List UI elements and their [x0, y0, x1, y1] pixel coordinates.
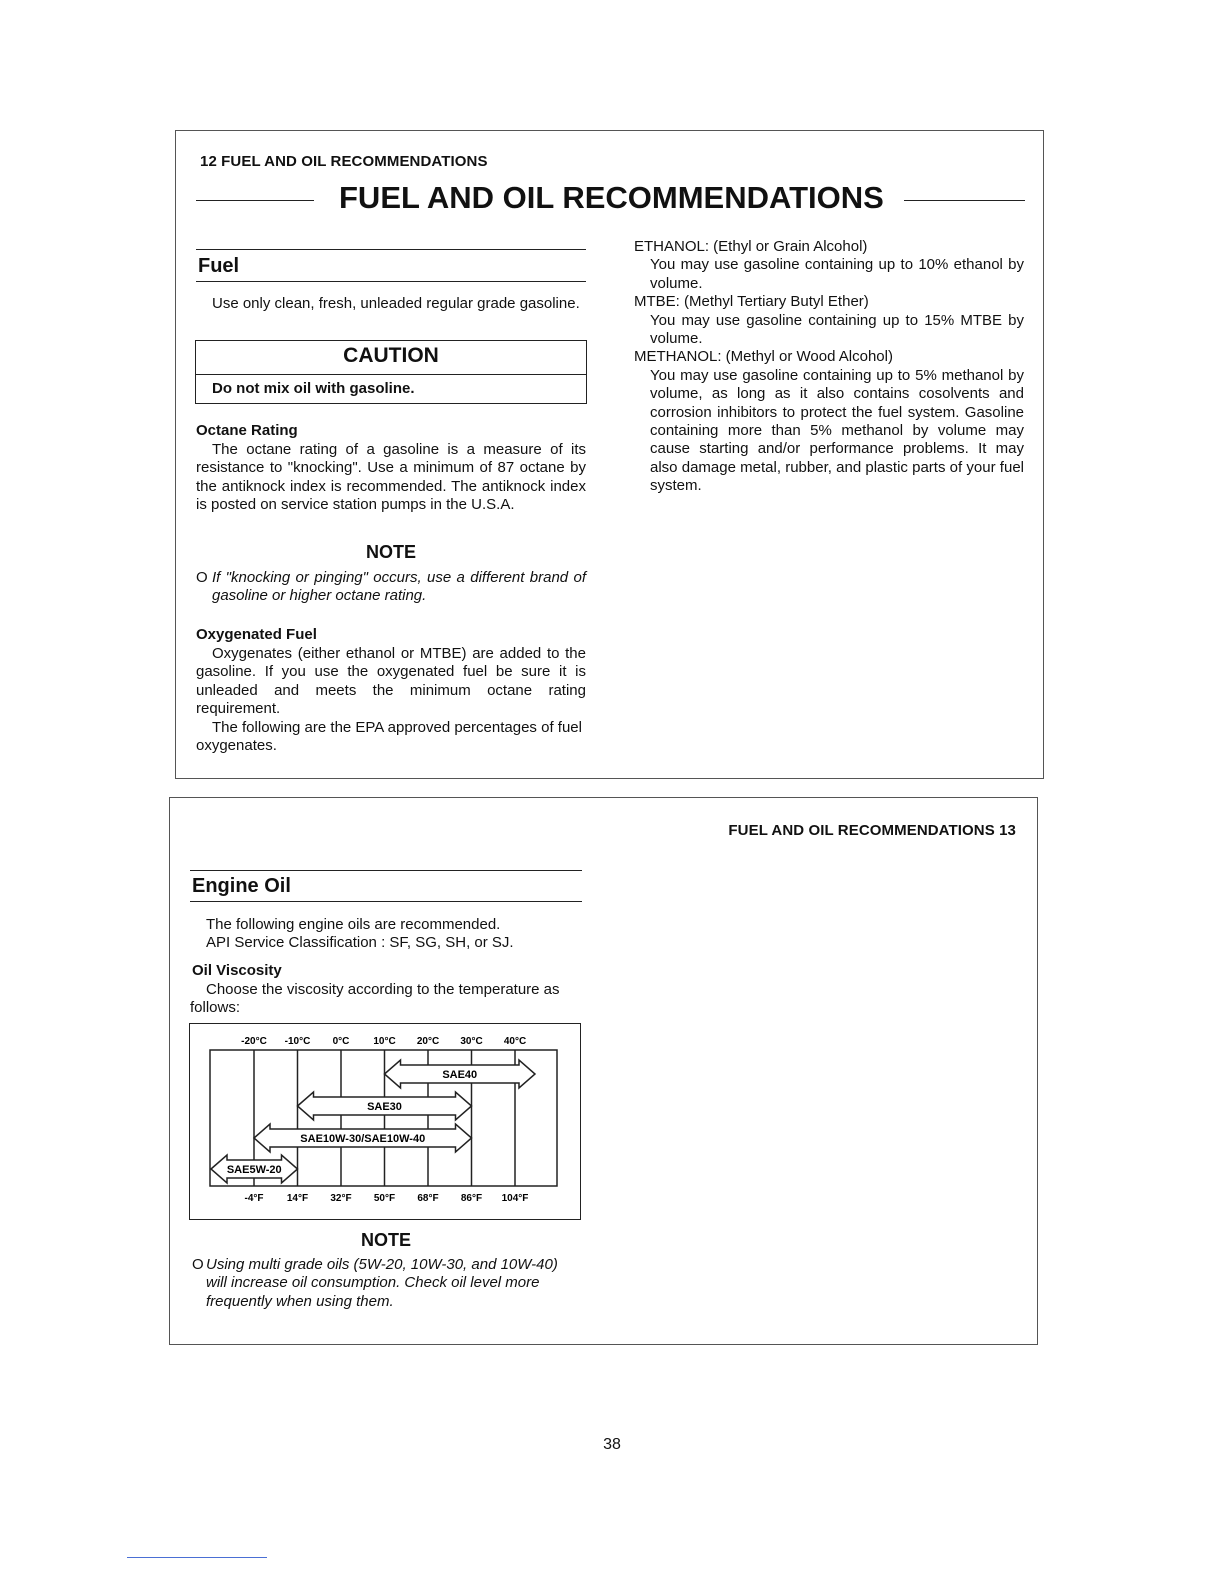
oil-note-heading: NOTE [360, 1230, 411, 1250]
title-rule-left [196, 200, 314, 201]
viscosity-heading: Oil Viscosity [192, 962, 282, 979]
title-rule-right [904, 200, 1025, 201]
caution-box [195, 340, 587, 404]
page-13-panel [169, 797, 1038, 1345]
fuel-intro: Use only clean, fresh, unleaded regular grade gasoline. [212, 295, 580, 312]
caution-divider [196, 374, 586, 375]
viscosity-bar-label: SAE5W-20 [226, 1164, 282, 1176]
fahrenheit-tick-label: 14°F [286, 1193, 309, 1204]
celsius-tick-label: 40°C [503, 1036, 527, 1047]
celsius-tick-label: 10°C [373, 1036, 396, 1047]
fuel-note-text: If "knocking or pinging" occurs, use a different brand of gasoline or higher octane rating. [212, 569, 586, 605]
fuel-rule-bottom [196, 281, 586, 282]
oxygenated-para1: Oxygenates (either ethanol or MTBE) are added to the gasoline. If you use the oxygenated fuel be sure it is unleaded and meets the minimum octane rating requirement. [196, 645, 586, 718]
fahrenheit-tick-label: -4°F [244, 1193, 264, 1204]
page-number: 38 [603, 1436, 621, 1453]
fahrenheit-tick-label: 104°F [501, 1193, 529, 1204]
engine-oil-rule-top [190, 870, 582, 871]
fuel-heading: Fuel [198, 255, 240, 277]
oil-note-bullet: O [192, 1256, 204, 1273]
engine-oil-line1: The following engine oils are recommended. [206, 916, 501, 933]
viscosity-bar-label: SAE30 [367, 1101, 402, 1113]
viscosity-chart [189, 1023, 581, 1220]
oil-note-text: Using multi grade oils (5W-20, 10W-30, and 10W-40) will increase oil consumption. Check oil level more frequently when using them. [206, 1256, 558, 1310]
engine-oil-heading: Engine Oil [192, 875, 291, 897]
page-12-panel [175, 130, 1044, 779]
viscosity-bar-label: SAE10W-30/SAE10W-40 [300, 1133, 426, 1145]
oxygenates-list [634, 238, 1024, 496]
fahrenheit-tick-label: 32°F [330, 1193, 352, 1204]
page-title: FUEL AND OIL RECOMMENDATIONS [339, 180, 884, 215]
mtbe-name: MTBE: (Methyl Tertiary Butyl Ether) [634, 293, 869, 311]
ethanol-name: ETHANOL: (Ethyl or Grain Alcohol) [634, 238, 868, 255]
fahrenheit-tick-label: 86°F [460, 1193, 483, 1204]
footnote-rule [127, 1557, 267, 1558]
fuel-note-heading: NOTE [365, 542, 416, 562]
methanol-text: You may use gasoline containing up to 5% methanol by volume, as long as it also contains cosolvents and corrosion inhibitors to protect the fuel system. Gasoline containing more than 5% methanol by volume may cause starting and/or performance problems. It may also damage metal, rubber, and plastic parts of your fuel system. [650, 366, 1024, 495]
viscosity-bar-label: SAE40 [442, 1069, 478, 1081]
caution-text: Do not mix oil with gasoline. [212, 380, 415, 397]
viscosity-text: Choose the viscosity according to the temperature as follows: [190, 981, 560, 1017]
viscosity-chart-svg [190, 1024, 580, 1219]
mtbe-text: You may use gasoline containing up to 15% MTBE by volume. [650, 311, 1024, 348]
engine-oil-line2: API Service Classification : SF, SG, SH, or SJ. [206, 934, 514, 951]
octane-heading: Octane Rating [196, 422, 298, 439]
oxygenated-heading: Oxygenated Fuel [196, 626, 317, 643]
celsius-tick-label: 0°C [332, 1036, 350, 1047]
celsius-tick-label: 20°C [416, 1036, 440, 1047]
celsius-tick-label: -10°C [284, 1036, 311, 1047]
oxygenated-para2: The following are the EPA approved percentages of fuel oxygenates. [196, 719, 582, 755]
methanol-name: METHANOL: (Methyl or Wood Alcohol) [634, 348, 893, 366]
fahrenheit-tick-label: 50°F [373, 1193, 396, 1204]
octane-text: The octane rating of a gasoline is a measure of its resistance to "knocking". Use a minimum of 87 octane by the antiknock index is recommended. The antiknock index is posted on service station pumps in the U.S.A. [196, 441, 586, 514]
caution-title: CAUTION [343, 344, 439, 367]
fuel-rule-top [196, 249, 586, 250]
fahrenheit-tick-label: 68°F [417, 1193, 439, 1204]
celsius-tick-label: 30°C [460, 1036, 483, 1047]
celsius-tick-label: -20°C [241, 1036, 267, 1047]
fuel-note-bullet: O [196, 569, 208, 586]
ethanol-text: You may use gasoline containing up to 10% ethanol by volume. [650, 256, 1024, 292]
engine-oil-rule-bottom [190, 901, 582, 902]
running-head-13: FUEL AND OIL RECOMMENDATIONS 13 [728, 822, 1016, 839]
running-head-12: 12 FUEL AND OIL RECOMMENDATIONS [200, 153, 488, 170]
